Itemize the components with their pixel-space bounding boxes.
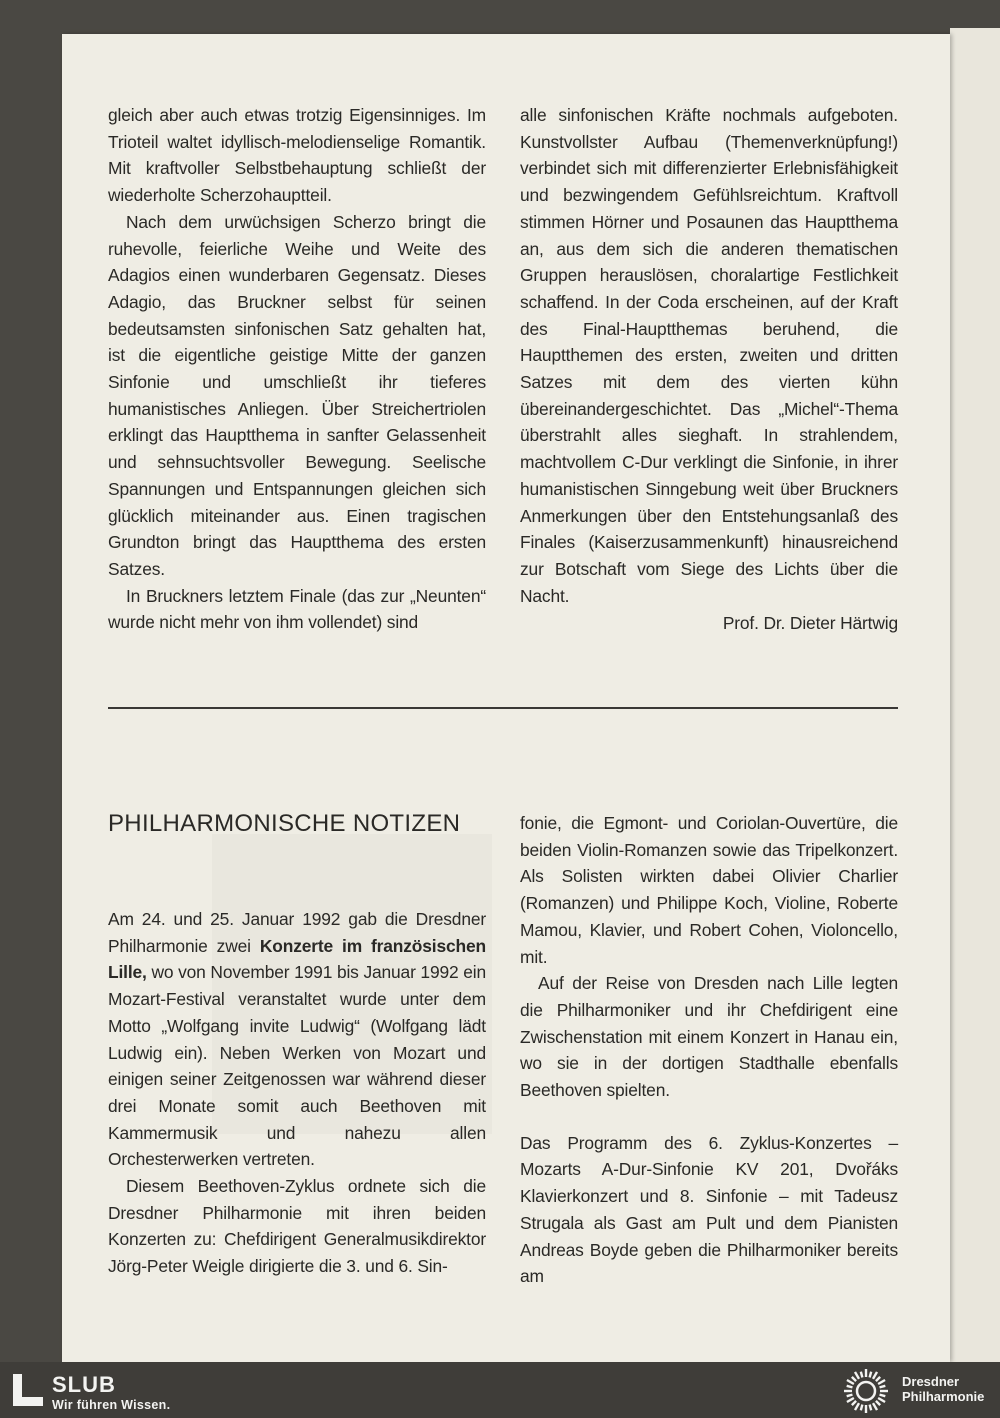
paragraph-gap: [520, 1104, 898, 1130]
paragraph-lille: [108, 906, 486, 1173]
left-column-bottom: [108, 906, 486, 1280]
partner-line-1: Dresdner: [902, 1374, 960, 1389]
dresdner-philharmonie-logo-icon: [842, 1367, 890, 1415]
lille-text-before: Am 24. und 25. Januar 1992 gab die Dresdner Philharmonie zwei: [108, 909, 486, 956]
paragraph-soloists: fonie, die Egmont- und Coriolan-Ouvertüre, die beiden Violin-Romanzen sowie das Tripelkonzert. Als Solisten wirkten dabei Olivier Charlier (Romanzen) und Philippe Koch, Violine, Roberte Mamou, Klavier, und Robert Cohen, Violoncello, mit.: [520, 813, 898, 967]
right-column-bottom: [520, 810, 898, 1290]
paragraph-finale: alle sinfonischen Kräfte nochmals aufgeboten. Kunstvollster Aufbau (Themenverknüpfung!) verbindet sich mit differenzierter Erlebnisfähigkeit und bezwingendem Gefühlsreichtum. Kraftvoll stimmen Hörner und Posaunen das Hauptthema an, aus dem sich die anderen thematischen Gruppen herauslösen, choralartige Festlichkeit schaffend. In der Coda erscheinen, auf der Kraft des Final-Hauptthemas beruhend, die Hauptthemen des ersten, zweiten und dritten Satzes mit dem des vierten kühn übereinandergeschichtet. Das „Michel“-Thema überstrahlt alles sieghaft. In strahlendem, machtvollem C-Dur verklingt die Sinfonie, in ihrer humanistischen Sinngebung weit über Bruckners Anmerkungen über den Entstehungsanlaß des Finales (Kaiserzusammenkunft) hinausreichend zur Botschaft vom Siege des Lichts über die Nacht.: [520, 105, 898, 606]
slub-logo-icon: [13, 1374, 43, 1406]
footer-bar: [0, 1362, 1000, 1418]
slub-wordmark: SLUB: [52, 1372, 116, 1397]
lille-text-after: wo von November 1991 bis Januar 1992 ein Mozart-Festival veranstaltet wurde unter dem Motto „Wolfgang invite Ludwig“ (Wolfgang lädt Ludwig ein). Neben Werken von Mozart und einigen seiner Zeitgenossen war während dieser drei Monate somit auch Beethoven mit Kammermusik und nahezu allen Orchesterwerken vertreten.: [108, 962, 486, 1170]
author-signature: Prof. Dr. Dieter Härtwig: [722, 613, 898, 634]
paragraph-beethoven-cycle: Diesem Beethoven-Zyklus ordnete sich die Dresdner Philharmonie mit ihren beiden Konzerten zu: Chefdirigent Generalmusikdirektor Jörg-Peter Weigle dirigierte die 3. und 6. Sin-: [108, 1176, 486, 1277]
dresdner-philharmonie-name: [902, 1374, 984, 1404]
paragraph-scherzo: gleich aber auch etwas trotzig Eigensinniges. Im Trioteil waltet idyllisch-melodienselige Romantik. Mit kraftvoller Selbstbehauptung schließt der wiederholte Scherzohauptteil.: [108, 105, 486, 206]
lille-bold-highlight: Konzerte im französischen Lille,: [108, 935, 486, 983]
section-divider: [108, 707, 898, 709]
paragraph-hanau: Auf der Reise von Dresden nach Lille legten die Philharmoniker und ihr Chefdirigent eine Zwischenstation mit einem Konzert in Hanau ein, wo sie in der dortigen Stadthalle ebenfalls Beethoven spielten.: [520, 973, 898, 1101]
section-title: PHILHARMONISCHE NOTIZEN: [108, 810, 461, 837]
paragraph-program: Das Programm des 6. Zyklus-Konzertes – Mozarts A-Dur-Sinfonie KV 201, Dvořáks Klavierkonzert und 8. Sinfonie – mit Tadeusz Strugala als Gast am Pult und dem Pianisten Andreas Boyde geben die Philharmoniker bereits am: [520, 1132, 898, 1287]
paragraph-adagio: Nach dem urwüchsigen Scherzo bringt die ruhevolle, feierliche Weihe und Weite des Adagios einen wunderbaren Gegensatz. Dieses Adagio, das Bruckner selbst für seinen bedeutsamsten sinfonischen Satz gehalten hat, ist die eigentliche geistige Mitte der ganzen Sinfonie und umschließt ihr tieferes humanistisches Anliegen. Über Streichertriolen erklingt das Hauptthema in sanfter Gelassenheit und sehnsuchtsvoller Bewegung. Seelische Spannungen und Entspannungen gleichen sich glücklich miteinander aus. Einen tragischen Grundton bringt das Hauptthema des ersten Satzes.: [108, 211, 486, 579]
slub-tagline: Wir führen Wissen.: [52, 1398, 171, 1412]
right-column-top: [520, 102, 898, 637]
document-page: [62, 34, 950, 1362]
paragraph-finale-start: In Bruckners letztem Finale (das zur „Neunten“ wurde nicht mehr von ihm vollendet) sind: [108, 585, 486, 633]
partner-line-2: Philharmonie: [902, 1389, 985, 1404]
left-column-top: [108, 102, 486, 636]
next-page-edge: [950, 28, 1000, 1362]
